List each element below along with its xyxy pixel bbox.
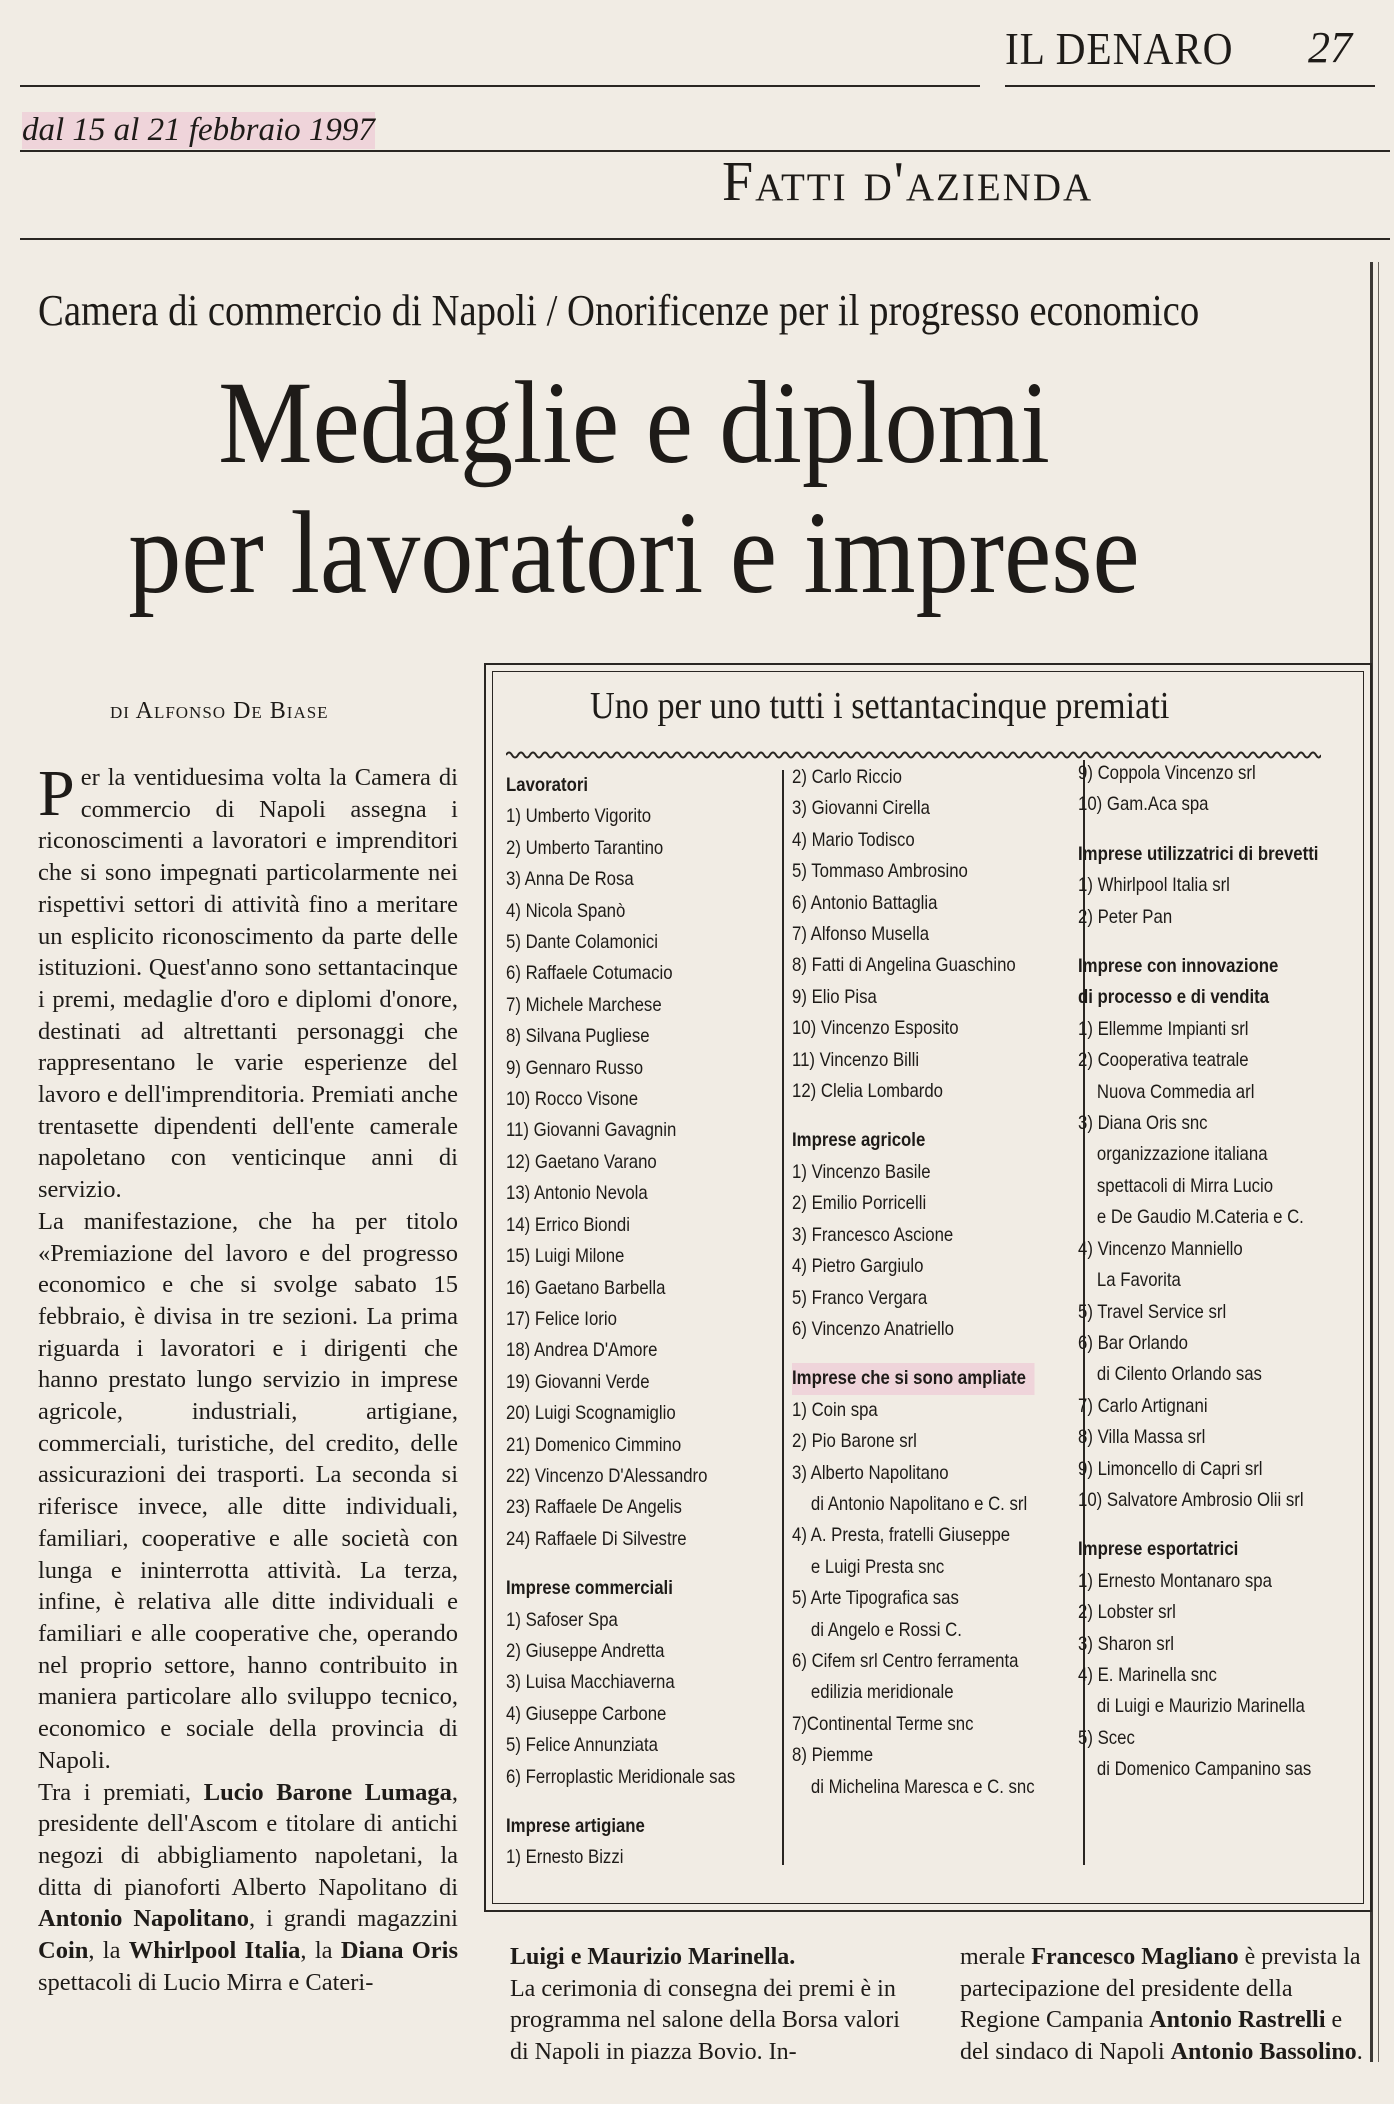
article-paragraph-3 [38,1777,458,1999]
bold-name: Coin [38,1937,89,1965]
awardee-list [1078,758,1318,821]
awardee-list [1078,1566,1318,1786]
article-paragraph-1 [38,757,458,1206]
awardee-list [1078,1014,1318,1517]
masthead-rule-right [1005,85,1375,87]
awardee-entry: 1) Ellemme Impianti srl [1078,1017,1249,1040]
awardee-entry: 6) Ferroplastic Meridionale sas [506,1765,736,1788]
awardee-entry: 18) Andrea D'Amore [506,1339,658,1362]
awardee-entry: 9) Elio Pisa [792,985,877,1008]
category-heading: Imprese agricole [792,1129,926,1152]
awardee-entry: 9) Gennaro Russo [506,1056,644,1079]
text: , la [88,1937,129,1965]
awardee-entry: 5) Franco Vergara [792,1286,928,1309]
awardee-list [792,1395,1035,1803]
article-body [38,757,458,1998]
awardee-entry: di Angelo e Rossi C. [810,1618,962,1641]
awardee-entry: 10) Rocco Visone [506,1088,639,1111]
category-heading: di processo e di vendita [1078,986,1270,1009]
bold-name: Lucio Barone Lumaga [203,1778,452,1806]
text: Tra i premiati, [38,1778,204,1806]
awardee-entry: di Michelina Maresca e C. snc [810,1775,1035,1798]
awardee-entry: 23) Raffaele De Angelis [506,1496,682,1519]
awardees-box-title: Uno per uno tutti i settantacinque premiati [590,685,1170,727]
awardee-entry: 2) Umberto Tarantino [506,836,664,859]
awardee-entry: 6) Vincenzo Anatriello [792,1317,954,1340]
awardee-entry: 5) Travel Service srl [1078,1300,1227,1323]
awardee-entry: 11) Giovanni Gavagnin [506,1119,677,1142]
awardee-entry: 1) Vincenzo Basile [792,1160,931,1183]
bold-name: Diana Oris [340,1937,458,1965]
dropcap: P [38,757,75,830]
awardee-entry: 10) Salvatore Ambrosio Olii srl [1078,1488,1304,1511]
awardee-entry: 1) Umberto Vigorito [506,805,652,828]
awardee-entry: 13) Antonio Nevola [506,1182,648,1205]
bold-name: Luigi e Maurizio Marinella. [510,1944,796,1970]
awardee-entry: e De Gaudio M.Cateria e C. [1096,1206,1304,1229]
awardee-list [792,1157,1035,1345]
awardee-entry: 2) Lobster srl [1078,1601,1176,1624]
awardee-entry: 5) Scec [1078,1726,1135,1749]
awardee-entry: 3) Diana Oris snc [1078,1112,1208,1135]
awardee-entry: 4) Giuseppe Carbone [506,1702,667,1725]
awardee-entry: 9) Coppola Vincenzo srl [1078,762,1256,784]
section-rule [20,238,1390,240]
awardee-entry: 9) Limoncello di Capri srl [1078,1457,1263,1480]
awardee-entry: 22) Vincenzo D'Alessandro [506,1464,708,1487]
paragraph-text: La cerimonia di consegna dei premi è in programma nel salone della Borsa valori di Napoli in piazza Bovio. In- [510,1975,900,2065]
awardee-entry: Nuova Commedia arl [1096,1080,1255,1103]
awardee-entry: 5) Dante Colamonici [506,931,658,954]
awardee-entry: 1) Whirlpool Italia srl [1078,874,1230,897]
awardee-entry: 3) Luisa Macchiaverna [506,1671,675,1694]
awardee-entry: 12) Clelia Lombardo [792,1080,944,1103]
awardee-entry: 3) Alberto Napolitano [792,1461,949,1484]
awardee-entry: di Antonio Napolitano e C. srl [810,1492,1028,1515]
awardee-entry: 8) Fatti di Angelina Guaschino [792,954,1016,977]
awardee-entry: 17) Felice Iorio [506,1307,617,1330]
category-heading: Imprese artigiane [506,1815,645,1837]
awardee-entry: 2) Cooperativa teatrale [1078,1049,1249,1072]
awardee-entry: 4) A. Presta, fratelli Giuseppe [792,1524,1011,1547]
awardee-entry: 2) Carlo Riccio [792,766,902,788]
bold-name: Antonio Rastrelli [1149,2007,1326,2033]
awardee-entry: 6) Bar Orlando [1078,1331,1188,1354]
awardee-entry: di Cilento Orlando sas [1096,1363,1262,1386]
awardee-entry: 15) Luigi Milone [506,1245,625,1268]
text: , la [300,1937,341,1965]
awardee-entry: 4) Mario Todisco [792,828,915,851]
headline [40,358,1228,618]
awardee-entry: 1) Safoser Spa [506,1608,618,1631]
paragraph-text: er la ventiduesima volta la Camera di commercio di Napoli assegna i riconoscimenti a lavoratori e imprenditori che si sono impegnati particolarmente nei rispettivi settori di attività fino a meritare un esplicito riconoscimento da parte delle istituzioni. Quest'anno sono settantacinque i premi, medaglie d'oro e diplomi d'onore, destinati ad altrettanti personaggi che rappresentano le varie esperienze del lavoro e dell'imprenditoria. Premiati anche trentasette dipendenti dell'ente camerale napoletano con venticinque anni di servizio. [38,764,458,1204]
awardee-entry: 4) Pietro Gargiulo [792,1255,924,1278]
awardee-list [506,1605,735,1793]
awardee-entry: 4) Nicola Spanò [506,899,626,922]
awardee-entry: e Luigi Presta snc [810,1555,945,1578]
awardee-entry: 24) Raffaele Di Silvestre [506,1527,687,1550]
awardee-entry: di Luigi e Maurizio Marinella [1096,1695,1305,1718]
awardee-entry: edilizia meridionale [810,1681,954,1704]
awardee-list [792,762,1035,1107]
awardee-entry: organizzazione italiana [1096,1143,1268,1166]
awardee-entry: La Favorita [1096,1269,1181,1292]
awardee-entry: 10) Vincenzo Esposito [792,1017,959,1040]
date-rule [20,150,1390,152]
byline: di Alfonso De Biase [110,698,329,724]
section-title: Fatti d'azienda [722,151,1094,213]
awardee-entry: 1) Coin spa [792,1398,878,1421]
article-continuation-right [960,1942,1370,2068]
category-heading: Imprese esportatrici [1078,1538,1239,1561]
awardee-entry: 5) Tommaso Ambrosino [792,860,968,883]
text: è prevista la partecipazione del presidente della Regione Campania [960,1944,1361,2033]
awardee-entry: 2) Emilio Porricelli [792,1192,927,1215]
kicker: Camera di commercio di Napoli / Onorificenze per il progresso economico [38,286,1200,335]
text: , i grandi magazzini [249,1905,458,1933]
text: merale [960,1944,1032,1970]
awardee-entry: 14) Errico Biondi [506,1213,630,1236]
awardee-entry: 11) Vincenzo Billi [792,1048,920,1071]
bold-name: Antonio Bassolino [1170,2038,1357,2065]
awardee-entry: spettacoli di Mirra Lucio [1096,1174,1274,1197]
column-divider-1 [782,770,784,1865]
awardee-entry: 5) Felice Annunziata [506,1734,658,1757]
article-paragraph-2: La manifestazione, che ha per titolo «Premiazione del lavoro e del progresso economico e che si svolge sabato 15 febbraio, è divisa in tre sezioni. La prima riguarda i lavoratori e i dirigenti che hanno prestato lungo servizio in imprese agricole, industriali, artigiane, commerciali, turistiche, del credito, delle assicurazioni dei trasporti. La seconda si riferisce invece, alle ditte individuali, familiari, cooperative e alle società con lunga e ininterrotta attività. La terza, infine, è relativa alle ditte individuali e familiari e alle cooperative che, operando nel proprio settore, hanno contribuito in maniera particolare allo sviluppo tecnico, economico e sociale della provincia di Napoli. [38,1207,458,1774]
issue-date: dal 15 al 21 febbraio 1997 [22,112,375,148]
awardee-entry: 7) Michele Marchese [506,993,662,1016]
awardee-entry: 8) Villa Massa srl [1078,1426,1206,1449]
text: e del sindaco di Napoli [960,2007,1343,2065]
awardee-entry: 4) E. Marinella snc [1078,1663,1217,1686]
awardee-entry: 3) Giovanni Cirella [792,797,930,820]
awardee-entry: 16) Gaetano Barbella [506,1276,666,1299]
awardee-entry: 3) Francesco Ascione [792,1223,954,1246]
category-heading: Lavoratori [506,774,589,796]
awardee-list [506,1842,735,1873]
awardees-column-3 [1078,758,1318,1786]
bold-name: Francesco Magliano [1031,1944,1239,1970]
awardee-entry: 7) Alfonso Musella [792,923,930,946]
awardee-entry: 6) Antonio Battaglia [792,891,938,914]
awardee-entry: 10) Gam.Aca spa [1078,793,1209,816]
awardee-entry: 8) Silvana Pugliese [506,1025,650,1048]
awardee-entry: 5) Arte Tipografica sas [792,1587,959,1610]
awardee-entry: 1) Ernesto Montanaro spa [1078,1569,1272,1592]
awardee-entry: 20) Luigi Scognamiglio [506,1402,676,1425]
category-heading: Imprese con innovazione [1078,955,1279,978]
category-heading: Imprese che si sono ampliate [792,1363,1035,1394]
awardee-list [1078,870,1318,933]
awardee-entry: 2) Peter Pan [1078,905,1173,928]
headline-line-2: per lavoratori e imprese [128,487,1140,618]
awardee-entry: 7) Carlo Artignani [1078,1394,1208,1417]
article-continuation-mid [510,1942,920,2068]
awardees-column-2 [792,762,1035,1803]
awardee-entry: 7)Continental Terme snc [792,1712,974,1735]
text: . [1356,2038,1363,2065]
awardee-entry: 1) Ernesto Bizzi [506,1846,624,1869]
masthead-name: IL DENARO [1005,23,1234,74]
awardee-entry: 2) Pio Barone srl [792,1430,917,1453]
awardee-entry: 19) Giovanni Verde [506,1370,650,1393]
category-heading: Imprese utilizzatrici di brevetti [1078,842,1319,865]
awardee-entry: di Domenico Campanino sas [1096,1758,1312,1781]
page-number: 27 [1308,23,1352,72]
bold-name: Antonio Napolitano [38,1905,250,1933]
headline-line-1: Medaglie e diplomi [218,357,1050,488]
category-heading: Imprese commerciali [506,1577,673,1600]
awardee-entry: 3) Anna De Rosa [506,868,634,891]
awardee-entry: 6) Raffaele Cotumacio [506,962,673,985]
awardee-entry: 8) Piemme [792,1744,874,1767]
awardee-entry: 6) Cifem srl Centro ferramenta [792,1649,1019,1672]
text: spettacoli di Lucio Mirra e Cateri- [38,1968,374,1996]
awardee-entry: 4) Vincenzo Manniello [1078,1237,1243,1260]
text: , presidente dell'Ascom e titolare di antichi negozi di abbigliamento napoletani, la ditta di pianoforti Alberto Napolitano di [38,1778,458,1901]
masthead-rule [20,85,980,87]
awardee-entry: 21) Domenico Cimmino [506,1433,682,1456]
awardees-column-1 [506,770,735,1874]
bold-name: Whirlpool Italia [128,1937,301,1965]
awardee-list [506,801,735,1555]
awardee-entry: 12) Gaetano Varano [506,1150,657,1173]
awardee-entry: 2) Giuseppe Andretta [506,1639,665,1662]
awardee-entry: 3) Sharon srl [1078,1632,1175,1655]
right-margin-rule-thin [1378,262,1379,2062]
